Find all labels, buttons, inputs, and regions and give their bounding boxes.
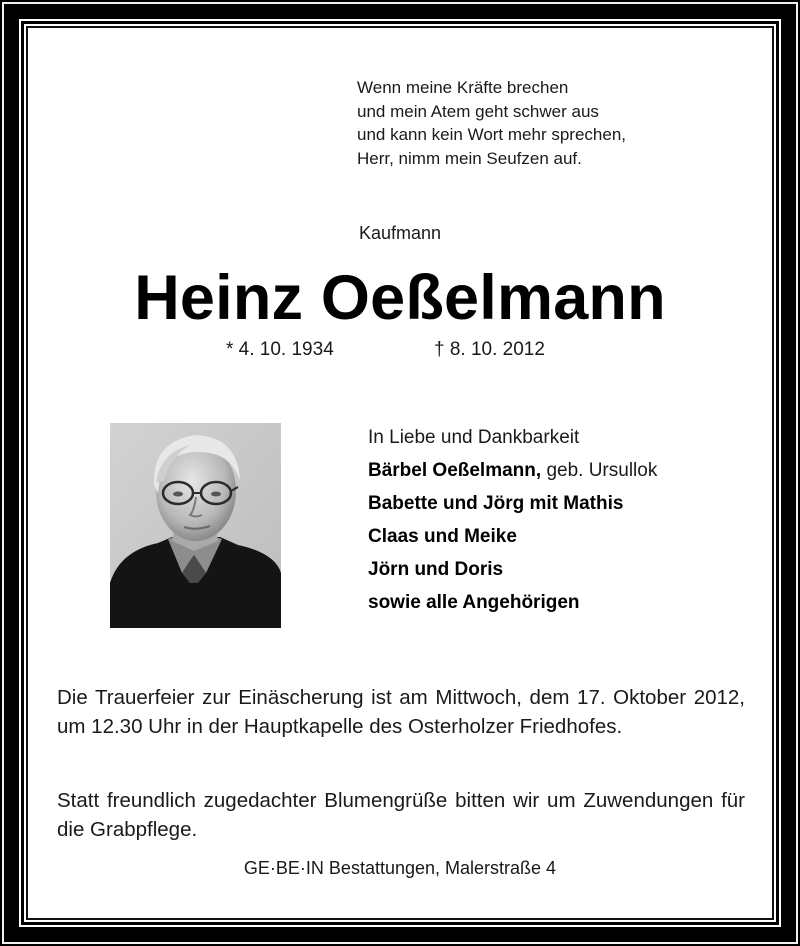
verse-line: und mein Atem geht schwer aus [357,101,599,121]
mourner-row [368,588,657,621]
mourner-name: Jörn und Doris [368,559,504,580]
mourner-row [368,489,657,522]
undertaker-info: GE·BE·IN Bestattungen, Malerstraße 4 [243,858,557,878]
occupation: Kaufmann [358,223,442,243]
mourner-name: Babette und Jörg mit Mathis [368,493,624,514]
mourner-maiden-name: geb. Ursullok [541,460,658,481]
mourners-intro: In Liebe und Dankbarkeit [368,427,580,448]
mourner-name: Bärbel Oeßelmann, [368,460,542,481]
death-date: † 8. 10. 2012 [434,339,545,360]
mourners-list [368,426,657,621]
verse-line: Wenn meine Kräfte brechen [357,78,569,97]
mourner-row [368,555,657,588]
mourner-name: Claas und Meike [368,526,517,547]
mourner-row [368,456,657,489]
deceased-name: Heinz Oeßelmann [134,263,666,333]
funeral-notice: Die Trauerfeier zur Einäscherung ist am Mittwoch, dem 17. Oktober 2012, um 12.30 Uhr in der Hauptkapelle des Osterholzer Friedhofes. [57,686,745,738]
mourner-name: sowie alle Angehörigen [368,592,580,613]
donation-notice: Statt freundlich zugedachter Blumengrüße bitten wir um Zuwendungen für die Grabpflege. [57,789,745,841]
mourner-row [368,522,657,555]
verse-line: Herr, nimm mein Seufzen auf. [357,148,582,168]
portrait-photo [110,423,281,628]
verse [357,76,626,170]
verse-line: und kann kein Wort mehr sprechen, [357,125,626,144]
portrait-image [110,423,281,628]
birth-date: * 4. 10. 1934 [226,339,334,360]
